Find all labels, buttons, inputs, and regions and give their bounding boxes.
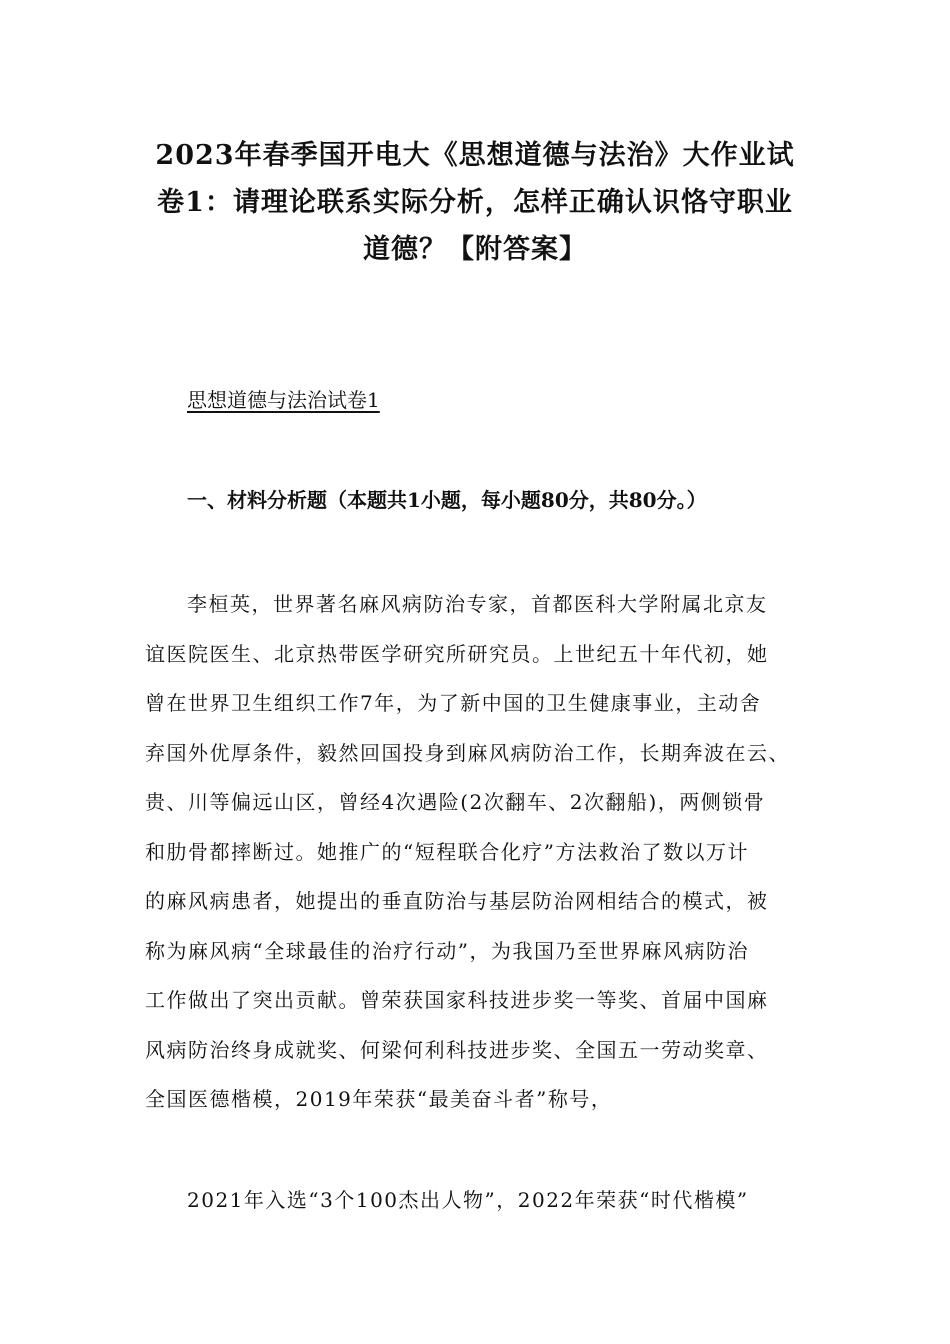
material-paragraph: [145, 580, 835, 1125]
paragraph-line: 2021年入选“3个100杰出人物”，2022年荣获“时代楷模”: [187, 1188, 749, 1212]
paragraph-line: 全国医德楷模，2019年荣获“最美奋斗者”称号，: [145, 1087, 613, 1111]
paragraph-line: 的麻风病患者，她提出的垂直防治与基层防治网相结合的模式，被: [145, 889, 769, 913]
material-paragraph-continued: [145, 1176, 835, 1226]
paragraph-line: 贵、川等偏远山区，曾经4次遇险(2次翻车、2次翻船)，两侧锁骨: [145, 790, 766, 814]
title-line: 道德？【附答案】: [363, 234, 587, 265]
document-title: [120, 132, 830, 273]
section-heading: 思想道德与法治试卷1: [187, 388, 380, 412]
title-line: 卷1：请理论联系实际分析，怎样正确认识恪守职业: [157, 187, 793, 218]
paragraph-line: 风病防治终身成就奖、何梁何利科技进步奖、全国五一劳动奖章、: [145, 1037, 769, 1062]
paragraph-line: 谊医院医生、北京热带医学研究所研究员。上世纪五十年代初，她: [145, 641, 769, 666]
paragraph-line: 称为麻风病“全球最佳的治疗行动”，为我国乃至世界麻风病防治: [145, 938, 749, 963]
paragraph-line: 曾在世界卫生组织工作7年，为了新中国的卫生健康事业，主动舍: [145, 691, 762, 715]
paragraph-line: 工作做出了突出贡献。曾荣获国家科技进步奖一等奖、首届中国麻: [145, 988, 769, 1012]
paragraph-line: 和肋骨都摔断过。她推广的“短程联合化疗”方法救治了数以万计: [145, 839, 749, 864]
paragraph-line: 李桓英，世界著名麻风病防治专家，首都医科大学附属北京友: [187, 592, 768, 616]
question-heading: 一、材料分析题（本题共1小题，每小题80分，共80分。）: [187, 488, 707, 512]
paragraph-line: 弃国外优厚条件，毅然回国投身到麻风病防治工作，长期奔波在云、: [145, 740, 790, 765]
title-line: 2023年春季国开电大《思想道德与法治》大作业试: [155, 140, 795, 171]
